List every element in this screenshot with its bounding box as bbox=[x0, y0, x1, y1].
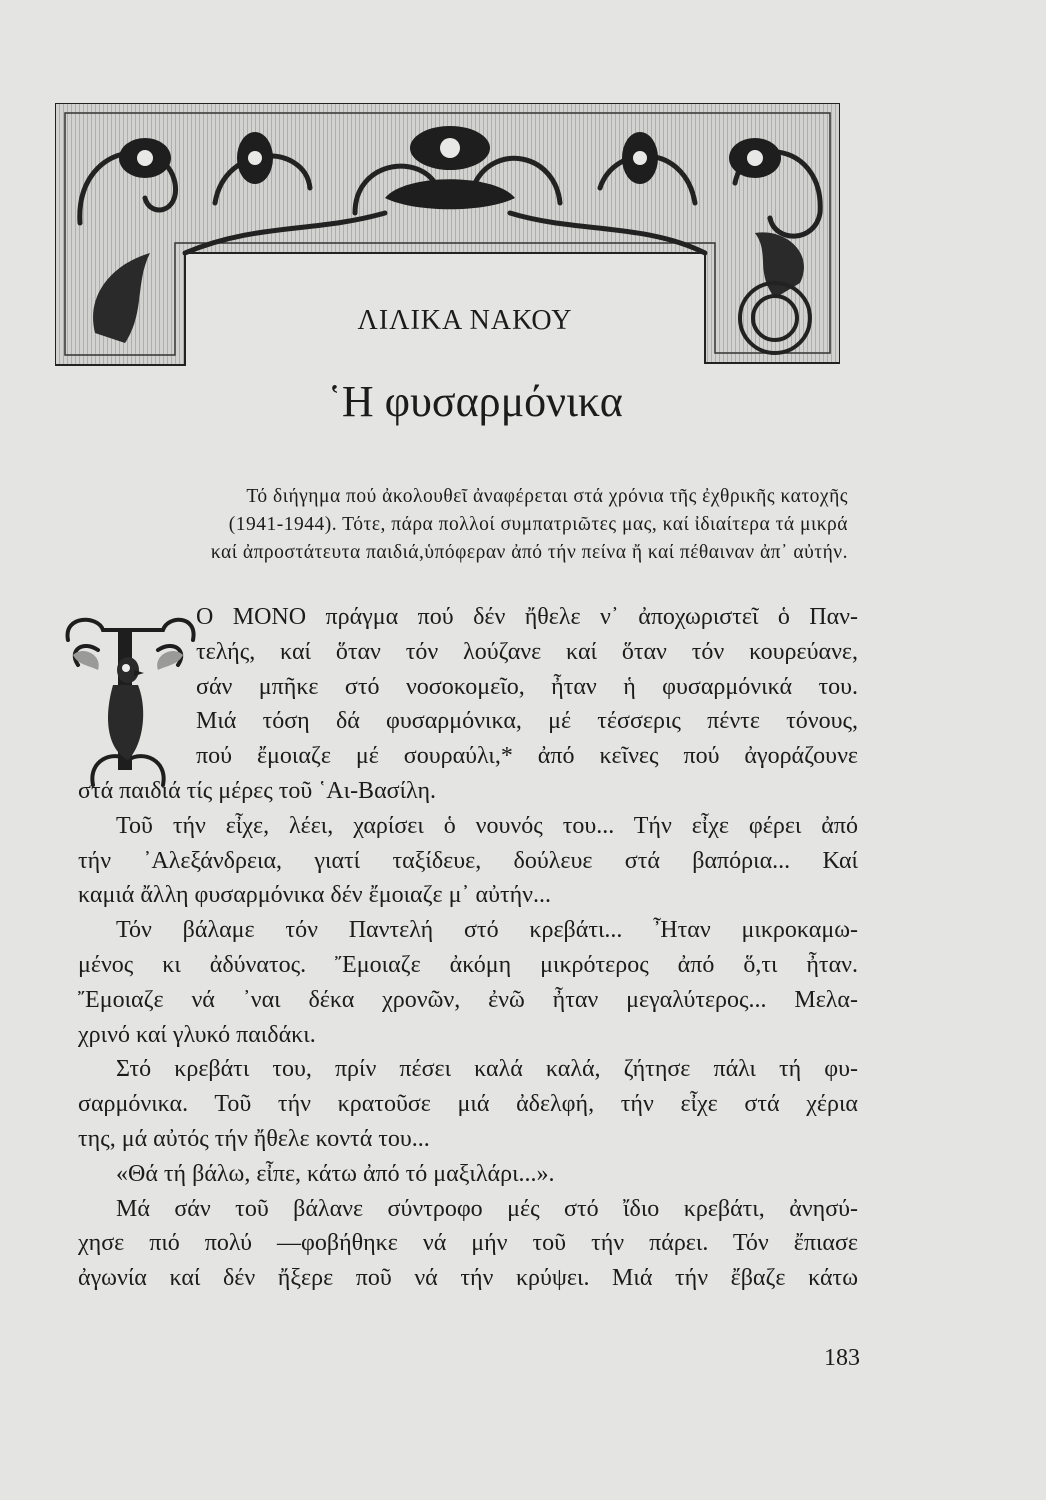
body-line: Στό κρεβάτι του, πρίν πέσει καλά καλά, ζήτησε πάλι τή φυ- bbox=[116, 1056, 858, 1083]
body-line: ἀγωνία καί δέν ἤξερε ποῦ νά τήν κρύψει. Μιά τήν ἔβαζε κάτω bbox=[78, 1265, 858, 1292]
body-line: καμιά ἄλλη φυσαρμόνικα δέν ἔμοιαζε μ᾽ αὐτήν... bbox=[78, 882, 551, 909]
story-title: ῾Η φυσαρμόνικα bbox=[327, 377, 623, 426]
body-line: χρινό καί γλυκό παιδάκι. bbox=[78, 1021, 316, 1048]
intro-paragraph bbox=[78, 483, 848, 567]
body-line: σαρμόνικα. Τοῦ τήν κρατοῦσε μιά ἀδελφή, τήν εἶχε στά χέρια bbox=[78, 1091, 858, 1118]
body-line: της, μά αὐτός τήν ἤθελε κοντά του... bbox=[78, 1125, 430, 1152]
body-line: Μιά τόση δά φυσαρμόνικα, μέ τέσσερις πέντε τόνους, bbox=[196, 708, 858, 735]
body-line: πού ἔμοιαζε μέ σουραύλι,* ἀπό κεῖνες πού ἀγοράζουνε bbox=[196, 743, 858, 770]
story-body bbox=[78, 600, 858, 1296]
body-line: σάν μπῆκε στό νοσοκομεῖο, ἦταν ἡ φυσαρμόνικά του. bbox=[196, 673, 858, 700]
author-name: ΛΙΛΙΚΑ ΝΑΚΟΥ bbox=[357, 305, 573, 336]
body-line: «Θά τή βάλω, εἶπε, κάτω ἀπό τό μαξιλάρι...». bbox=[116, 1160, 555, 1187]
body-line: Μά σάν τοῦ βάλανε σύντροφο μές στό ἴδιο κρεβάτι, ἀνησύ- bbox=[116, 1195, 858, 1222]
body-line: χησε πιό πολύ —φοβήθηκε νά μήν τοῦ τήν πάρει. Τόν ἔπιασε bbox=[78, 1230, 858, 1257]
body-line: μένος κι ἀδύνατος. Ἔμοιαζε ἀκόμη μικρότερος ἀπό ὅ,τι ἦταν. bbox=[78, 951, 858, 978]
body-line: στά παιδιά τίς μέρες τοῦ ῾Αι-Βασίλη. bbox=[78, 777, 437, 804]
body-line: Ἔμοιαζε νά ᾽ναι δέκα χρονῶν, ἐνῶ ἦταν μεγαλύτερος... Μελα- bbox=[78, 986, 858, 1013]
page-number: 183 bbox=[824, 1345, 860, 1371]
body-line: τήν ᾽Αλεξάνδρεια, γιατί ταξίδευε, δούλευε στά βαπόρια... Καί bbox=[78, 847, 858, 874]
body-line: τελής, καί ὅταν τόν λούζανε καί ὅταν τόν κουρεύανε, bbox=[196, 638, 858, 665]
intro-line: Τό διήγημα πού ἀκολουθεῖ ἀναφέρεται στά χρόνια τῆς ἐχθρικῆς κατοχῆς bbox=[246, 486, 848, 507]
intro-line: (1941-1944). Τότε, πάρα πολλοί συμπατριῶτες μας, καί ἰδιαίτερα τά μικρά bbox=[228, 514, 848, 535]
intro-line: καί ἀπροστάτευτα παιδιά,ὑπόφεραν ἀπό τήν πείνα ἤ καί πέθαιναν ἀπ᾽ αὐτήν. bbox=[210, 542, 848, 563]
body-line: Τόν βάλαμε τόν Παντελή στό κρεβάτι... Ἦταν μικροκαμω- bbox=[116, 917, 858, 944]
body-line: Τοῦ τήν εἶχε, λέει, χαρίσει ὁ νουνός του... Τήν εἶχε φέρει ἀπό bbox=[116, 812, 858, 839]
body-line: Ο ΜΟΝΟ πράγμα πού δέν ἤθελε ν᾽ ἀποχωριστεῖ ὁ Παν- bbox=[196, 604, 858, 630]
